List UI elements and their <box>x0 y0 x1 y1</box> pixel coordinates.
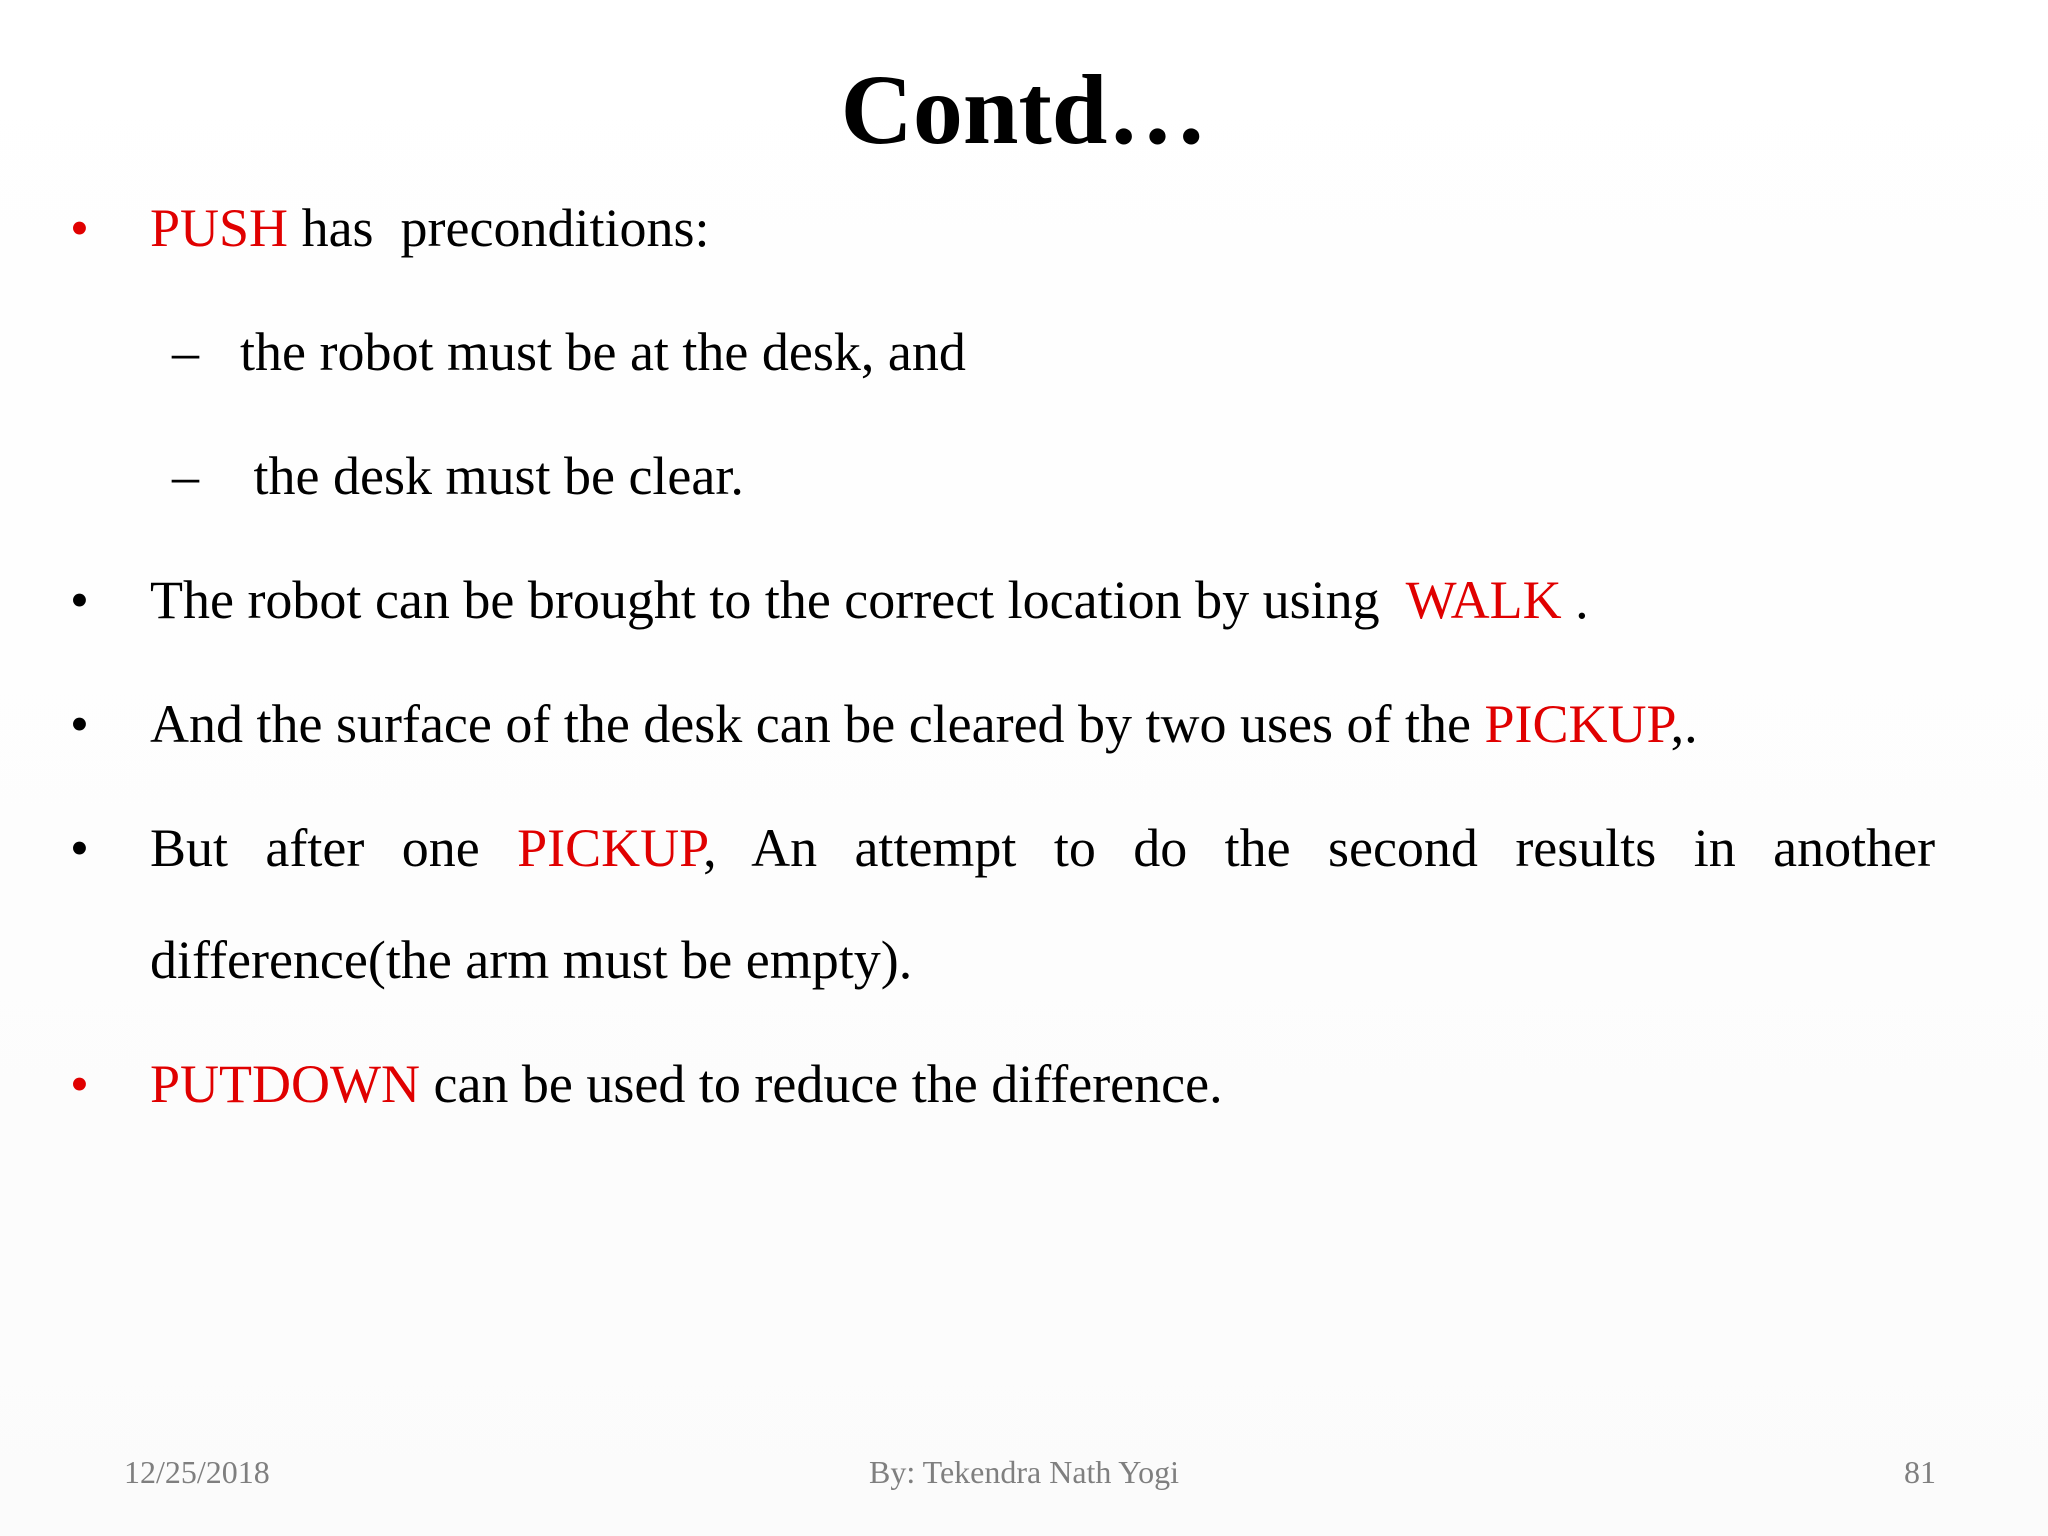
keyword-walk: WALK <box>1405 570 1562 630</box>
footer-date: 12/25/2018 <box>124 1454 270 1490</box>
bullet-walk <box>150 568 1589 632</box>
pickup-text-after: ,. <box>1670 694 1698 754</box>
push-text: has preconditions: <box>288 198 710 258</box>
word: But <box>150 818 229 878</box>
word: , <box>703 818 717 878</box>
word: attempt <box>854 818 1017 878</box>
word: the <box>1224 818 1291 878</box>
pickup-text-before: And the surface of the desk can be cleared by two uses of the <box>150 694 1485 754</box>
keyword-push: PUSH <box>150 198 289 258</box>
bullet-but-after <box>150 816 1935 880</box>
bullet-icon: • <box>70 694 89 754</box>
dash-icon: – <box>172 446 199 506</box>
word: second <box>1327 818 1478 878</box>
word: do <box>1133 818 1188 878</box>
bullet-icon: • <box>70 1054 89 1114</box>
keyword-putdown: PUTDOWN <box>150 1054 420 1114</box>
footer-page-number: 81 <box>1904 1454 1936 1490</box>
word: An <box>751 818 818 878</box>
bullet-icon: • <box>70 570 89 630</box>
bullet-push <box>150 196 710 260</box>
walk-text-before: The robot can be brought to the correct location by using <box>150 570 1406 630</box>
footer-author: By: Tekendra Nath Yogi <box>868 1454 1180 1490</box>
dash-icon: – <box>172 322 199 382</box>
walk-text-after: . <box>1561 570 1589 630</box>
sub-bullet-desk-clear: the desk must be clear. <box>240 446 744 506</box>
putdown-text: can be used to reduce the difference. <box>419 1054 1223 1114</box>
word: in <box>1693 818 1736 878</box>
slide-title: Contd… <box>840 54 1208 165</box>
bullet-pickup <box>150 692 1698 756</box>
word: one <box>401 818 480 878</box>
word: results <box>1515 818 1657 878</box>
sub-bullet-robot-at-desk: the robot must be at the desk, and <box>240 322 966 382</box>
keyword-pickup-2: PICKUP <box>517 818 704 878</box>
word: after <box>265 818 365 878</box>
word: another <box>1773 818 1936 878</box>
keyword-pickup: PICKUP <box>1484 694 1671 754</box>
bullet-icon: • <box>70 198 89 258</box>
bullet-icon: • <box>70 818 89 878</box>
word: to <box>1053 818 1096 878</box>
bullet-but-continuation: difference(the arm must be empty). <box>150 930 913 990</box>
bullet-putdown <box>150 1052 1223 1116</box>
